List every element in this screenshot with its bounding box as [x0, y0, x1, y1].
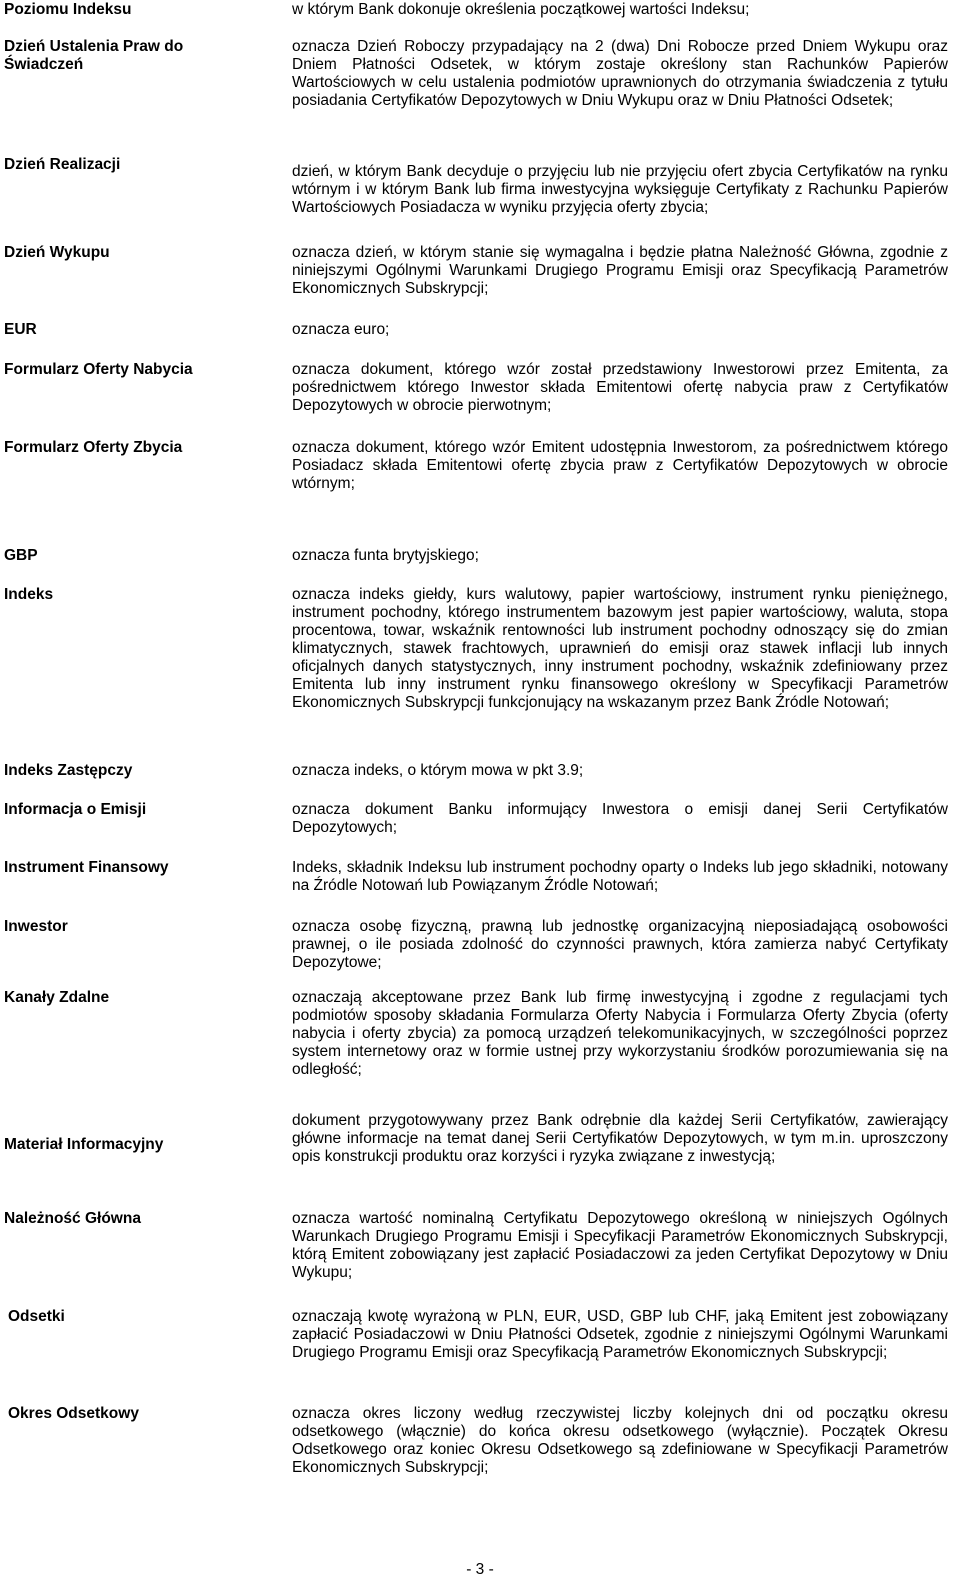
definition-material-informacyjny: dokument przygotowywany przez Bank odrębnie dla każdej Serii Certyfikatów, zawierający główne informacje na temat danej Serii Certyfikatów Depozytowych, w tym m.in. uproszczony opis konstrukcji produktu oraz korzyści i ryzyka związane z inwestycją;	[292, 1112, 948, 1165]
term-instrument-finansowy: Instrument Finansowy	[4, 859, 169, 876]
definition-indeks: oznacza indeks giełdy, kurs walutowy, papier wartościowy, instrument rynku pieniężnego, instrument pochodny, którego instrumentem bazowym jest papier wartościowy, waluta, stopa procentowa, towar, wskaźnik rentowności lub instrument pochodny odnoszący się do zmian klimatycznych, stawek frachtowych, uprawnień do emisji oraz stawek inflacji lub innych oficjalnych danych statystycznych, inny instrument pochodny, wskaźnik zdefiniowany przez Emitenta lub inny instrument rynku finansowego określony w Specyfikacji Parametrów Ekonomicznych Subskrypcji funkcjonujący na wskazanym przez Bank Źródle Notowań;	[292, 586, 948, 711]
page-number: - 3 -	[466, 1561, 494, 1578]
term-naleznosc-glowna: Należność Główna	[4, 1210, 141, 1227]
term-dzien-realizacji: Dzień Realizacji	[4, 156, 121, 173]
term-okres-odsetkowy: Okres Odsetkowy	[8, 1405, 139, 1422]
definition-poziomu-indeksu: w którym Bank dokonuje określenia początkowej wartości Indeksu;	[292, 1, 750, 18]
term-dzien-wykupu: Dzień Wykupu	[4, 244, 110, 261]
term-dzien-ustalenia-praw: Dzień Ustalenia Praw do Świadczeń	[4, 38, 184, 73]
term-material-informacyjny: Materiał Informacyjny	[4, 1136, 164, 1153]
definition-naleznosc-glowna: oznacza wartość nominalną Certyfikatu Depozytowego określoną w niniejszych Ogólnych Warunkach Drugiego Programu Emisji i Specyfikacji Parametrów Ekonomicznych Subskrypcji, którą Emitent zobowiązany jest zapłacić Posiadaczowi za jeden Certyfikat Depozytowy w Dniu Wykupu;	[292, 1210, 948, 1281]
definition-dzien-ustalenia-praw: oznacza Dzień Roboczy przypadający na 2 (dwa) Dni Robocze przed Dniem Wykupu oraz Dniem Płatności Odsetek, w którym zostaje określony stan Rachunków Papierów Wartościowych w celu ustalenia podmiotów uprawnionych do otrzymania świadczenia z tytułu posiadania Certyfikatów Depozytowych w Dniu Wykupu oraz w Dniu Płatności Odsetek;	[292, 38, 948, 109]
term-eur: EUR	[4, 321, 37, 338]
definition-kanaly-zdalne: oznaczają akceptowane przez Bank lub firmę inwestycyjną i zgodne z regulacjami tych podmiotów sposoby składania Formularza Oferty Nabycia i Formularza Oferty Zbycia (oferty nabycia i oferty zbycia) za pomocą urządzeń telekomunikacyjnych, w szczególności poprzez system internetowy oraz w formie ustnej przy wykorzystaniu środków porozumiewania się na odległość;	[292, 989, 948, 1078]
definition-formularz-oferty-nabycia: oznacza dokument, którego wzór został przedstawiony Inwestorowi przez Emitenta, za pośrednictwem którego Inwestor składa Emitentowi ofertę nabycia praw z Certyfikatów Depozytowych w obrocie pierwotnym;	[292, 361, 948, 414]
term-gbp: GBP	[4, 547, 38, 564]
definition-instrument-finansowy: Indeks, składnik Indeksu lub instrument pochodny oparty o Indeks lub jego składniki, notowany na Źródle Notowań lub Powiązanym Źródle Notowań;	[292, 859, 948, 894]
definition-okres-odsetkowy: oznacza okres liczony według rzeczywistej liczby kolejnych dni od początku okresu odsetkowego (włącznie) do końca okresu odsetkowego (wyłącznie). Początek Okresu Odsetkowego oraz koniec Okresu Odsetkowego są zdefiniowane w Specyfikacji Parametrów Ekonomicznych Subskrypcji;	[292, 1405, 948, 1476]
definition-indeks-zastepczy: oznacza indeks, o którym mowa w pkt 3.9;	[292, 762, 584, 779]
definition-informacja-o-emisji: oznacza dokument Banku informujący Inwestora o emisji danej Serii Certyfikatów Depozytowych;	[292, 801, 948, 836]
term-odsetki: Odsetki	[8, 1308, 65, 1325]
term-informacja-o-emisji: Informacja o Emisji	[4, 801, 147, 818]
definition-gbp: oznacza funta brytyjskiego;	[292, 547, 479, 564]
definition-eur: oznacza euro;	[292, 321, 390, 338]
term-inwestor: Inwestor	[4, 918, 68, 935]
term-formularz-oferty-nabycia: Formularz Oferty Nabycia	[4, 361, 193, 378]
term-indeks: Indeks	[4, 586, 54, 603]
definition-formularz-oferty-zbycia: oznacza dokument, którego wzór Emitent udostępnia Inwestorom, za pośrednictwem którego Posiadacz składa Emitentowi ofertę zbycia praw z Certyfikatów Depozytowych w obrocie wtórnym;	[292, 439, 948, 492]
definition-odsetki: oznaczają kwotę wyrażoną w PLN, EUR, USD, GBP lub CHF, jaką Emitent jest zobowiązany zapłacić Posiadaczowi w Dniu Płatności Odsetek, zgodnie z niniejszymi Ogólnymi Warunkami Drugiego Programu Emisji oraz Specyfikacją Parametrów Ekonomicznych Subskrypcji;	[292, 1308, 948, 1361]
term-indeks-zastepczy: Indeks Zastępczy	[4, 762, 133, 779]
definition-inwestor: oznacza osobę fizyczną, prawną lub jednostkę organizacyjną nieposiadającą osobowości prawnej, o ile posiada zdolność do czynności prawnych, która zamierza nabyć Certyfikaty Depozytowe;	[292, 918, 948, 971]
term-poziomu-indeksu: Poziomu Indeksu	[4, 1, 132, 18]
term-formularz-oferty-zbycia: Formularz Oferty Zbycia	[4, 439, 183, 456]
term-kanaly-zdalne: Kanały Zdalne	[4, 989, 110, 1006]
definition-dzien-wykupu: oznacza dzień, w którym stanie się wymagalna i będzie płatna Należność Główna, zgodnie z niniejszymi Ogólnymi Warunkami Drugiego Programu Emisji oraz Specyfikacją Parametrów Ekonomicznych Subskrypcji;	[292, 244, 948, 297]
definition-dzien-realizacji: dzień, w którym Bank decyduje o przyjęciu lub nie przyjęciu ofert zbycia Certyfikatów na rynku wtórnym i w którym Bank lub firma inwestycyjna wyksięguje Certyfikaty z Rachunku Papierów Wartościowych Posiadacza w wyniku przyjęcia oferty zbycia;	[292, 163, 948, 216]
